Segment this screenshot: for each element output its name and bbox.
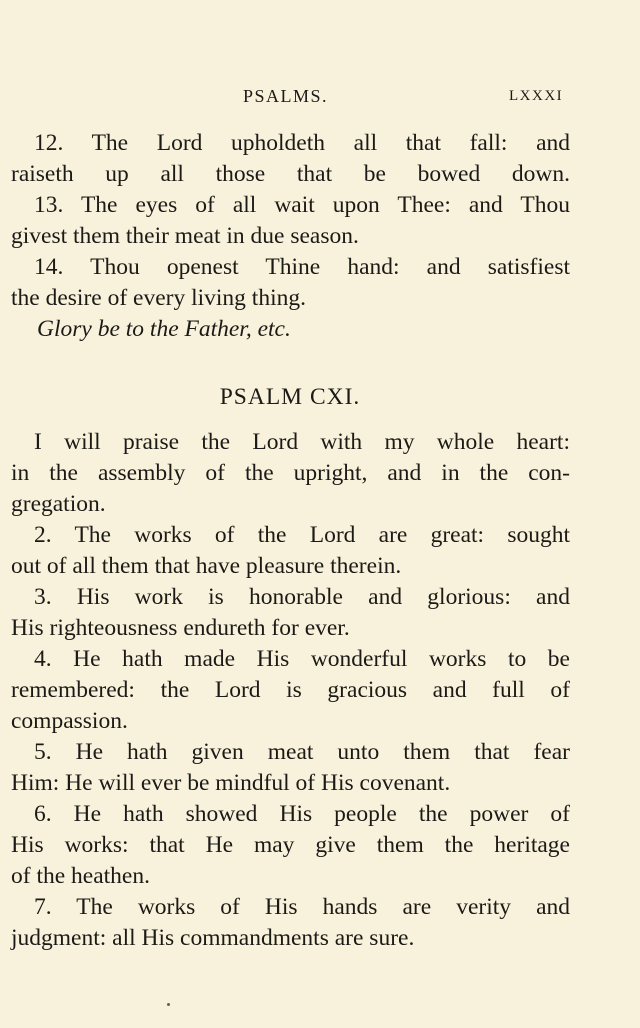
verse-line: of the heathen. [11,863,150,889]
verse-line: judgment: all His commandments are sure. [11,925,415,951]
verse-line: 2. The works of the Lord are great: sought [34,522,570,548]
verse-line: 13. The eyes of all wait upon Thee: and Thou [34,192,570,218]
printer-mark [167,1003,170,1006]
verse-line: His works: that He may give them the heritage [11,832,570,858]
verse-line: His righteousness endureth for ever. [11,615,350,641]
verse-line: 12. The Lord upholdeth all that fall: and [34,130,570,156]
verse-line: raiseth up all those that be bowed down. [11,161,570,187]
verse-line: gregation. [11,491,106,517]
psalm-cx-verses [11,128,570,345]
verse-line: I will praise the Lord with my whole heart: [34,429,570,455]
verse-line: compassion. [11,708,128,734]
verse-line: givest them their meat in due season. [11,223,359,249]
verse-line: 6. He hath showed His people the power of [34,801,570,827]
verse-line: remembered: the Lord is gracious and full of [11,677,570,703]
verse-line: 3. His work is honorable and glorious: and [34,584,570,610]
psalm-cxi-verses [11,427,570,954]
running-title: PSALMS. [243,86,329,106]
gloria-patri: Glory be to the Father, etc. [37,316,291,342]
verse-line: 7. The works of His hands are verity and [34,894,570,920]
page-number: LXXXI [509,88,564,104]
verse-line: 14. Thou openest Thine hand: and satisfiest [34,254,570,280]
verse-line: Him: He will ever be mindful of His covenant. [11,770,451,796]
verse-line: in the assembly of the upright, and in the con- [11,460,570,486]
psalm-heading: PSALM CXI. [219,384,361,410]
verse-line: 5. He hath given meat unto them that fear [34,739,570,765]
running-head [0,86,640,110]
verse-line: the desire of every living thing. [11,285,306,311]
verse-line: 4. He hath made His wonderful works to be [34,646,570,672]
verse-line: out of all them that have pleasure therein. [11,553,402,579]
